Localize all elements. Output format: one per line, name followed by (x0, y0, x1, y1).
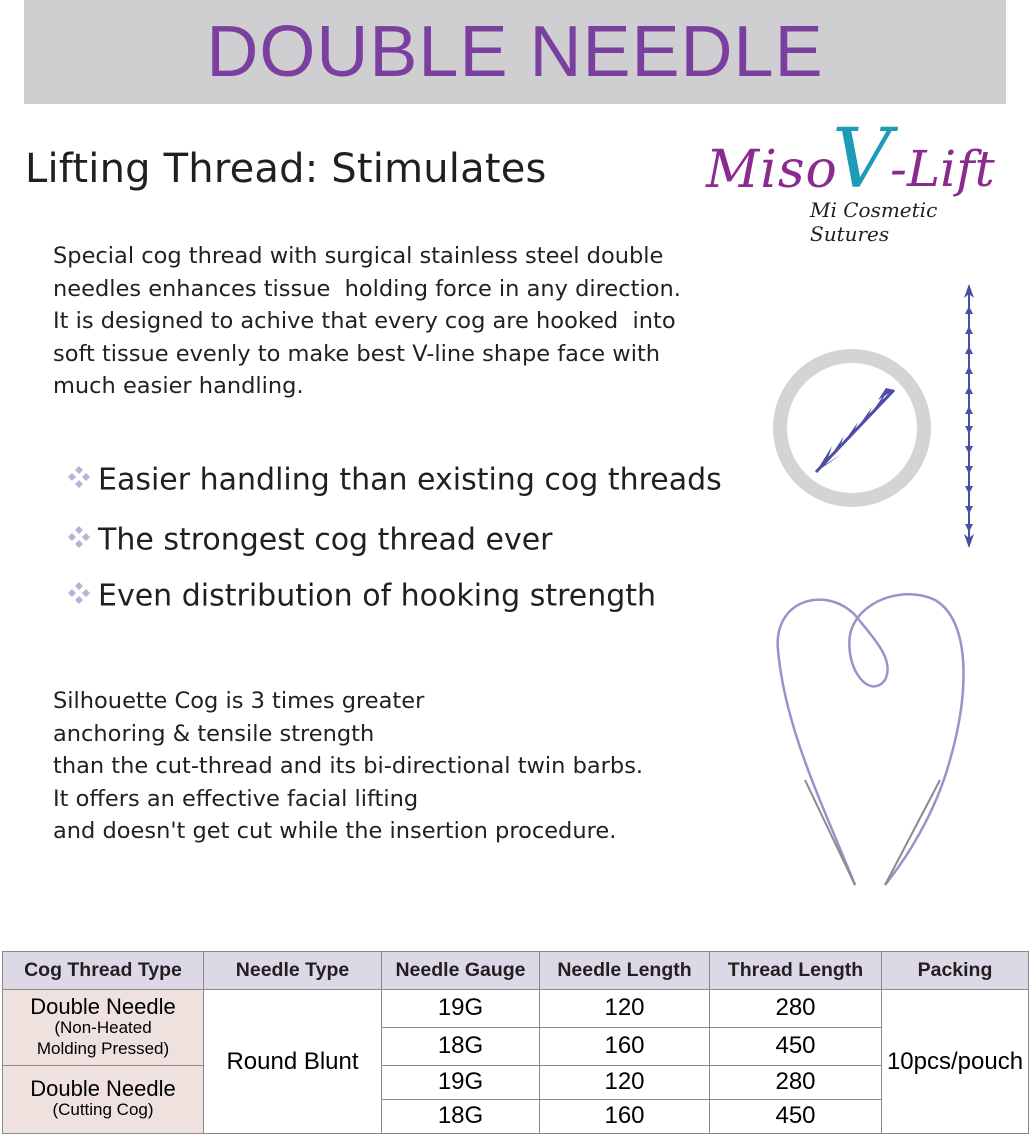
spec-table (2, 951, 1029, 1134)
intro-line: soft tissue evenly to make best V-line shape face with (53, 340, 661, 367)
outro-line: and doesn't get cut while the insertion procedure. (53, 818, 617, 844)
ring-thread-illustration (760, 276, 990, 566)
feature-text: Even distribution of hooking strength (98, 578, 657, 614)
column-header: Cog Thread Type (3, 952, 204, 990)
column-header: Needle Gauge (382, 952, 540, 990)
thread-type-note: Molding Pressed) (36, 1038, 170, 1058)
intro-line: It is designed to achive that every cog are hooked into (53, 308, 676, 334)
intro-line: needles enhances tissue holding force in any direction. (53, 275, 681, 302)
table-row (3, 990, 1029, 1028)
feature-item (66, 574, 722, 630)
gauge-cell: 19G (382, 1065, 540, 1099)
intro-line: Special cog thread with surgical stainless steel double (53, 243, 664, 269)
gauge-cell: 18G (382, 1099, 540, 1133)
page-title: DOUBLE NEEDLE (206, 12, 824, 92)
packing-cell: 10pcs/pouch (882, 990, 1029, 1134)
brand-logo (700, 110, 1010, 246)
needle-length-cell: 160 (540, 1099, 710, 1133)
intro-line: much easier handling. (53, 373, 304, 399)
diamond-cluster-icon (66, 575, 98, 619)
feature-text: Easier handling than existing cog threads (98, 462, 722, 498)
thread-type-note: (Cutting Cog) (52, 1100, 154, 1120)
thread-type-name: Double Needle (30, 993, 176, 1019)
diamond-cluster-icon (66, 519, 98, 563)
logo-v: V (832, 112, 892, 207)
thread-length-cell: 450 (710, 1099, 882, 1133)
feature-list (66, 458, 722, 630)
logo-tagline: Mi Cosmetic Sutures (810, 198, 938, 246)
table-row (3, 1065, 1029, 1099)
feature-item (66, 518, 722, 574)
thread-type-cell (3, 1065, 204, 1133)
heart-thread-illustration (765, 580, 980, 890)
thread-type-note: (Non-Heated (54, 1017, 152, 1037)
needle-length-cell: 120 (540, 1065, 710, 1099)
gauge-cell: 18G (382, 1027, 540, 1065)
column-header: Needle Length (540, 952, 710, 990)
outro-line: Silhouette Cog is 3 times greater (53, 688, 425, 714)
thread-length-cell: 450 (710, 1027, 882, 1065)
intro-paragraph (53, 240, 681, 403)
column-header: Packing (882, 952, 1029, 990)
table-header-row (3, 952, 1029, 990)
column-header: Thread Length (710, 952, 882, 990)
section-subtitle: Lifting Thread: Stimulates (25, 146, 547, 192)
thread-length-cell: 280 (710, 1065, 882, 1099)
needle-length-cell: 120 (540, 990, 710, 1028)
gauge-cell: 19G (382, 990, 540, 1028)
feature-text: The strongest cog thread ever (98, 522, 553, 558)
outro-line: It offers an effective facial lifting (53, 785, 419, 812)
outro-paragraph (53, 685, 643, 848)
outro-line: anchoring & tensile strength (53, 720, 375, 747)
feature-item (66, 458, 722, 514)
needle-length-cell: 160 (540, 1027, 710, 1065)
logo-lift: -Lift (890, 140, 995, 198)
thread-type-name: Double Needle (30, 1076, 176, 1102)
thread-type-cell (3, 990, 204, 1066)
diamond-cluster-icon (66, 459, 98, 503)
title-banner (24, 0, 1006, 104)
thread-length-cell: 280 (710, 990, 882, 1028)
logo-miso: Miso (706, 140, 838, 200)
column-header: Needle Type (204, 952, 382, 990)
outro-line: than the cut-thread and its bi-directional twin barbs. (53, 753, 644, 779)
needle-type-cell: Round Blunt (204, 990, 382, 1134)
